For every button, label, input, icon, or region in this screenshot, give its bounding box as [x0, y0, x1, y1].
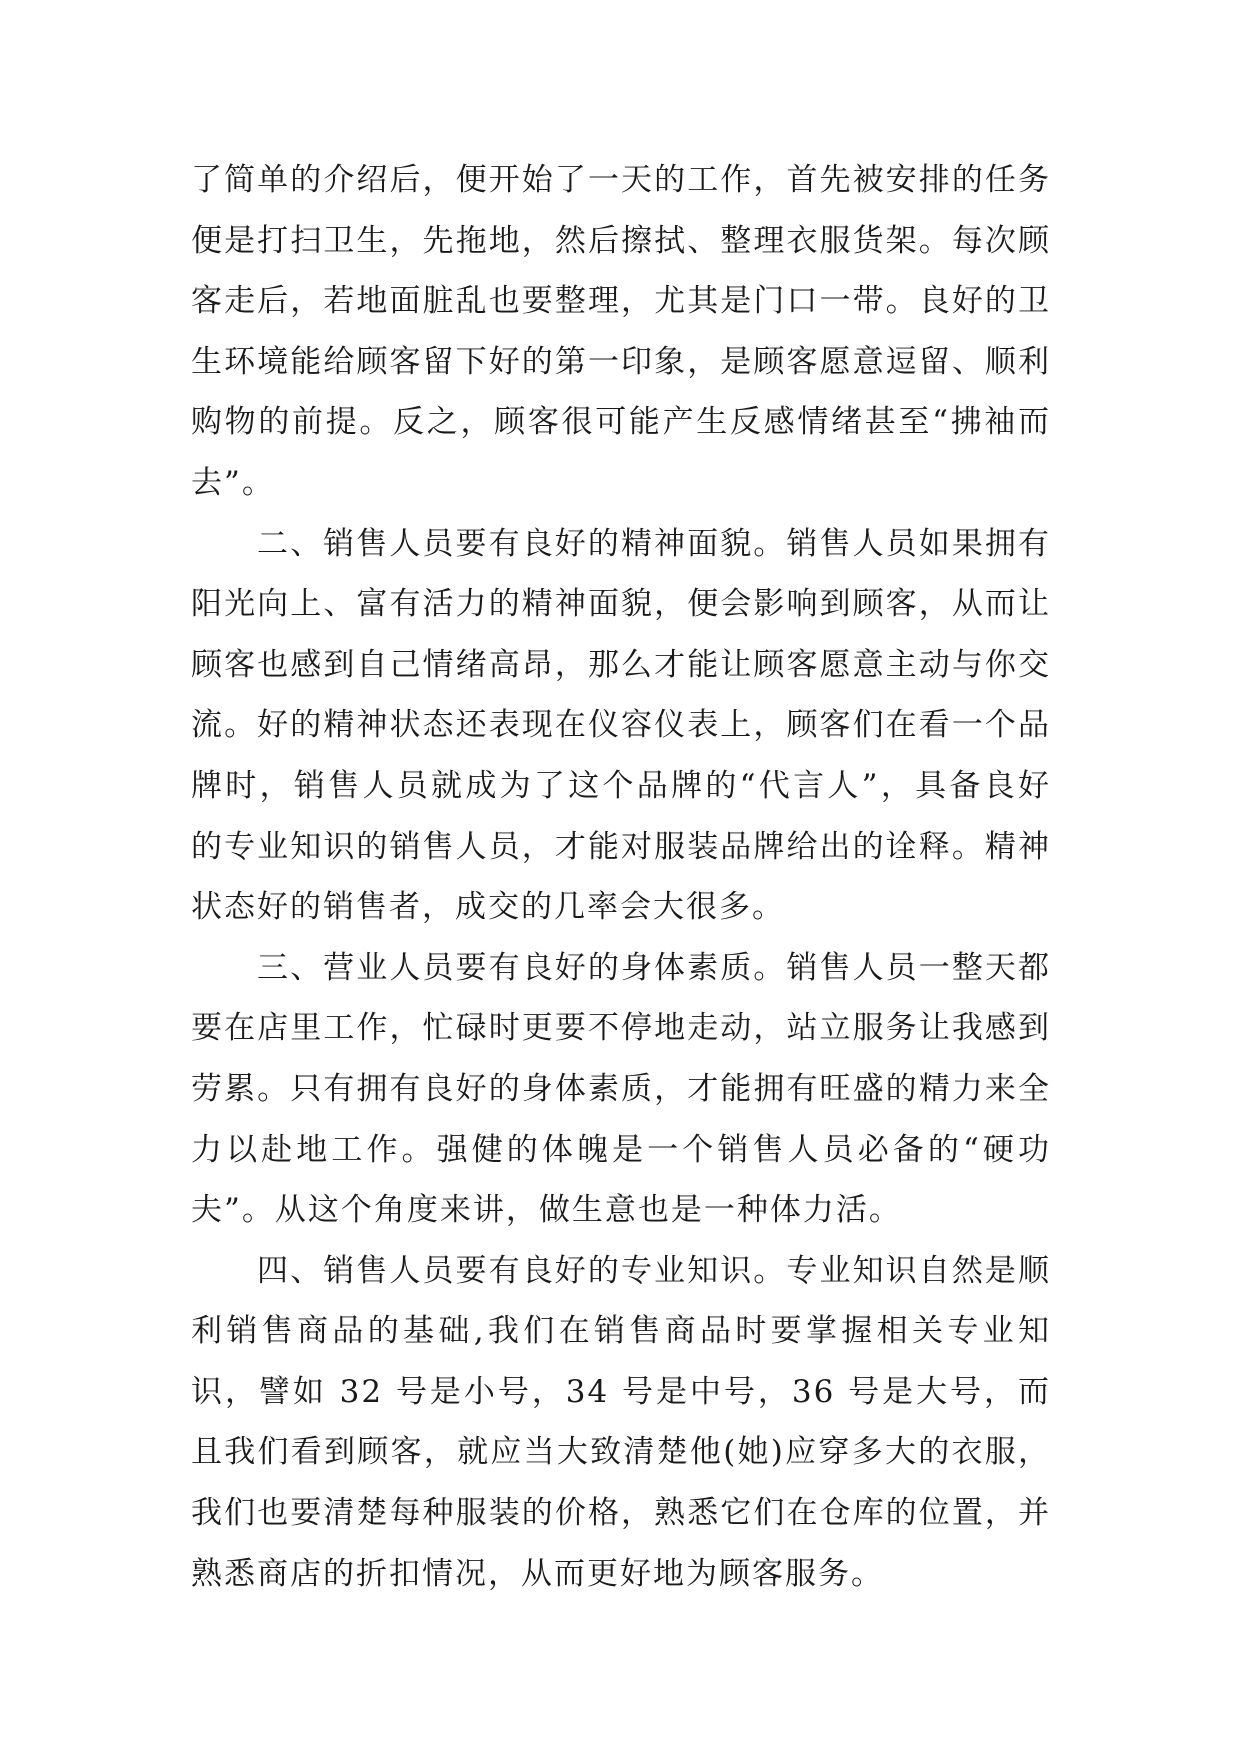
paragraph-intro-continuation: 了简单的介绍后，便开始了一天的工作，首先被安排的任务便是打扫卫生，先拖地，然后擦拭、整理衣服货架。每次顾客走后，若地面脏乱也要整理，尤其是门口一带。良好的卫生环境能给顾客留下好的第一印象，是顾客愿意逗留、顺利购物的前提。反之，顾客很可能产生反感情绪甚至“拂袖而去”。 [191, 162, 1051, 501]
paragraph-point-three: 三、营业人员要有良好的身体素质。销售人员一整天都要在店里工作，忙碌时更要不停地走动，站立服务让我感到劳累。只有拥有良好的身体素质，才能拥有旺盛的精力来全力以赴地工作。强健的体魄是一个销售人员必备的“硬功夫”。从这个角度来讲，做生意也是一种体力活。 [191, 949, 1051, 1229]
paragraph-point-four: 四、销售人员要有良好的专业知识。专业知识自然是顺利销售商品的基础,我们在销售商品时要掌握相关专业知识，譬如 32 号是小号，34 号是中号，36 号是大号，而且我们看到顾客，就应当大致清楚他(她)应穿多大的衣服，我们也要清楚每种服装的价格，熟悉它们在仓库的位置，并熟悉商店的折扣情况，从而更好地为顾客服务。 [191, 1252, 1051, 1592]
paragraph-point-two: 二、销售人员要有良好的精神面貌。销售人员如果拥有阳光向上、富有活力的精神面貌，便会影响到顾客，从而让顾客也感到自己情绪高昂，那么才能让顾客愿意主动与你交流。好的精神状态还表现在仪容仪表上，顾客们在看一个品牌时，销售人员就成为了这个品牌的“代言人”，具备良好的专业知识的销售人员，才能对服装品牌给出的诠释。精神状态好的销售者，成交的几率会大很多。 [191, 525, 1051, 926]
document-body [191, 150, 1051, 1604]
